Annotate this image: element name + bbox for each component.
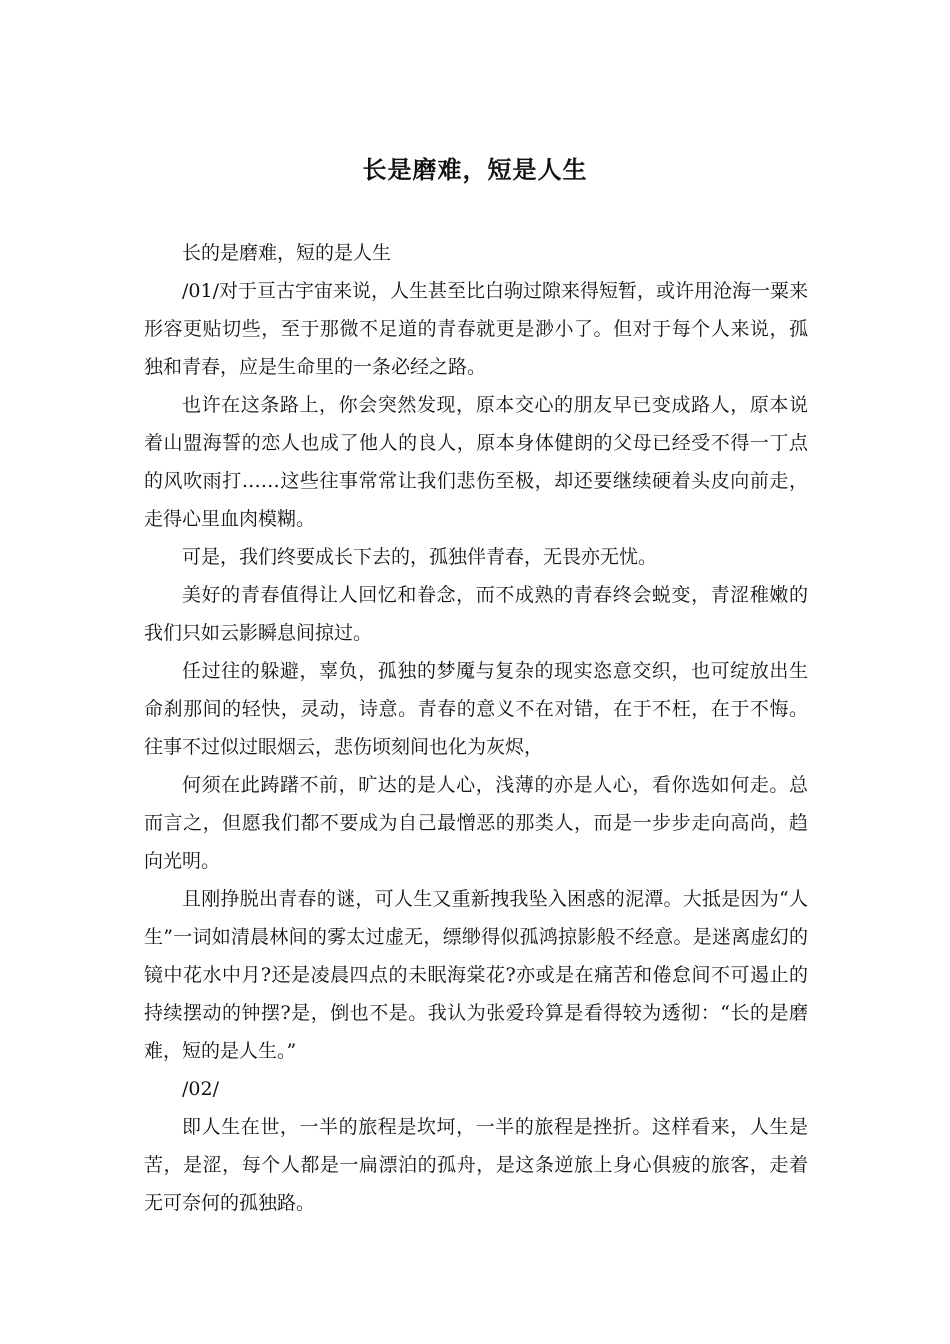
paragraph: 美好的青春值得让人回忆和眷念，而不成熟的青春终会蜕变，青涩稚嫩的我们只如云影瞬息间掠过。 [144, 584, 808, 644]
paragraph: /01/对于亘古宇宙来说，人生甚至比白驹过隙来得短暂，或许用沧海一粟来形容更贴切些，至于那微不足道的青春就更是渺小了。但对于每个人来说，孤独和青春，应是生命里的一条必经之路。 [144, 280, 808, 378]
paragraph: 即人生在世，一半的旅程是坎坷，一半的旅程是挫折。这样看来，人生是苦，是涩，每个人都是一扁漂泊的孤舟，是这条逆旅上身心俱疲的旅客，走着无可奈何的孤独路。 [144, 1116, 808, 1214]
paragraph: 且刚挣脱出青春的谜，可人生又重新拽我坠入困惑的泥潭。大抵是因为“人生”一词如清晨林间的雾太过虚无，缥缈得似孤鸿掠影般不经意。是迷离虚幻的镜中花水中月?还是凌晨四点的未眠海棠花?亦或是在痛苦和倦怠间不可遏止的持续摆动的钟摆?是，倒也不是。我认为张爱玲算是看得较为透彻：“长的是磨难，短的是人生。” [144, 888, 808, 1062]
paragraph: 也许在这条路上，你会突然发现，原本交心的朋友早已变成路人，原本说着山盟海誓的恋人也成了他人的良人，原本身体健朗的父母已经受不得一丁点的风吹雨打……这些往事常常让我们悲伤至极，却还要继续硬着头皮向前走，走得心里血肉模糊。 [144, 394, 808, 530]
paragraph: 何须在此踌躇不前，旷达的是人心，浅薄的亦是人心，看你选如何走。总而言之，但愿我们都不要成为自己最憎恶的那类人，而是一步步走向高尚，趋向光明。 [144, 774, 808, 872]
document-body [144, 234, 808, 1222]
paragraph: 任过往的躲避，辜负，孤独的梦魇与复杂的现实恣意交织，也可绽放出生命刹那间的轻快，灵动，诗意。青春的意义不在对错，在于不枉，在于不悔。往事不过似过眼烟云，悲伤顷刻间也化为灰烬， [144, 660, 808, 758]
paragraph: 长的是磨难，短的是人生 [182, 242, 392, 264]
paragraph: /02/ [182, 1078, 219, 1100]
paragraph: 可是，我们终要成长下去的，孤独伴青春，无畏亦无忧。 [182, 546, 658, 568]
document-title: 长是磨难，短是人生 [362, 155, 588, 184]
